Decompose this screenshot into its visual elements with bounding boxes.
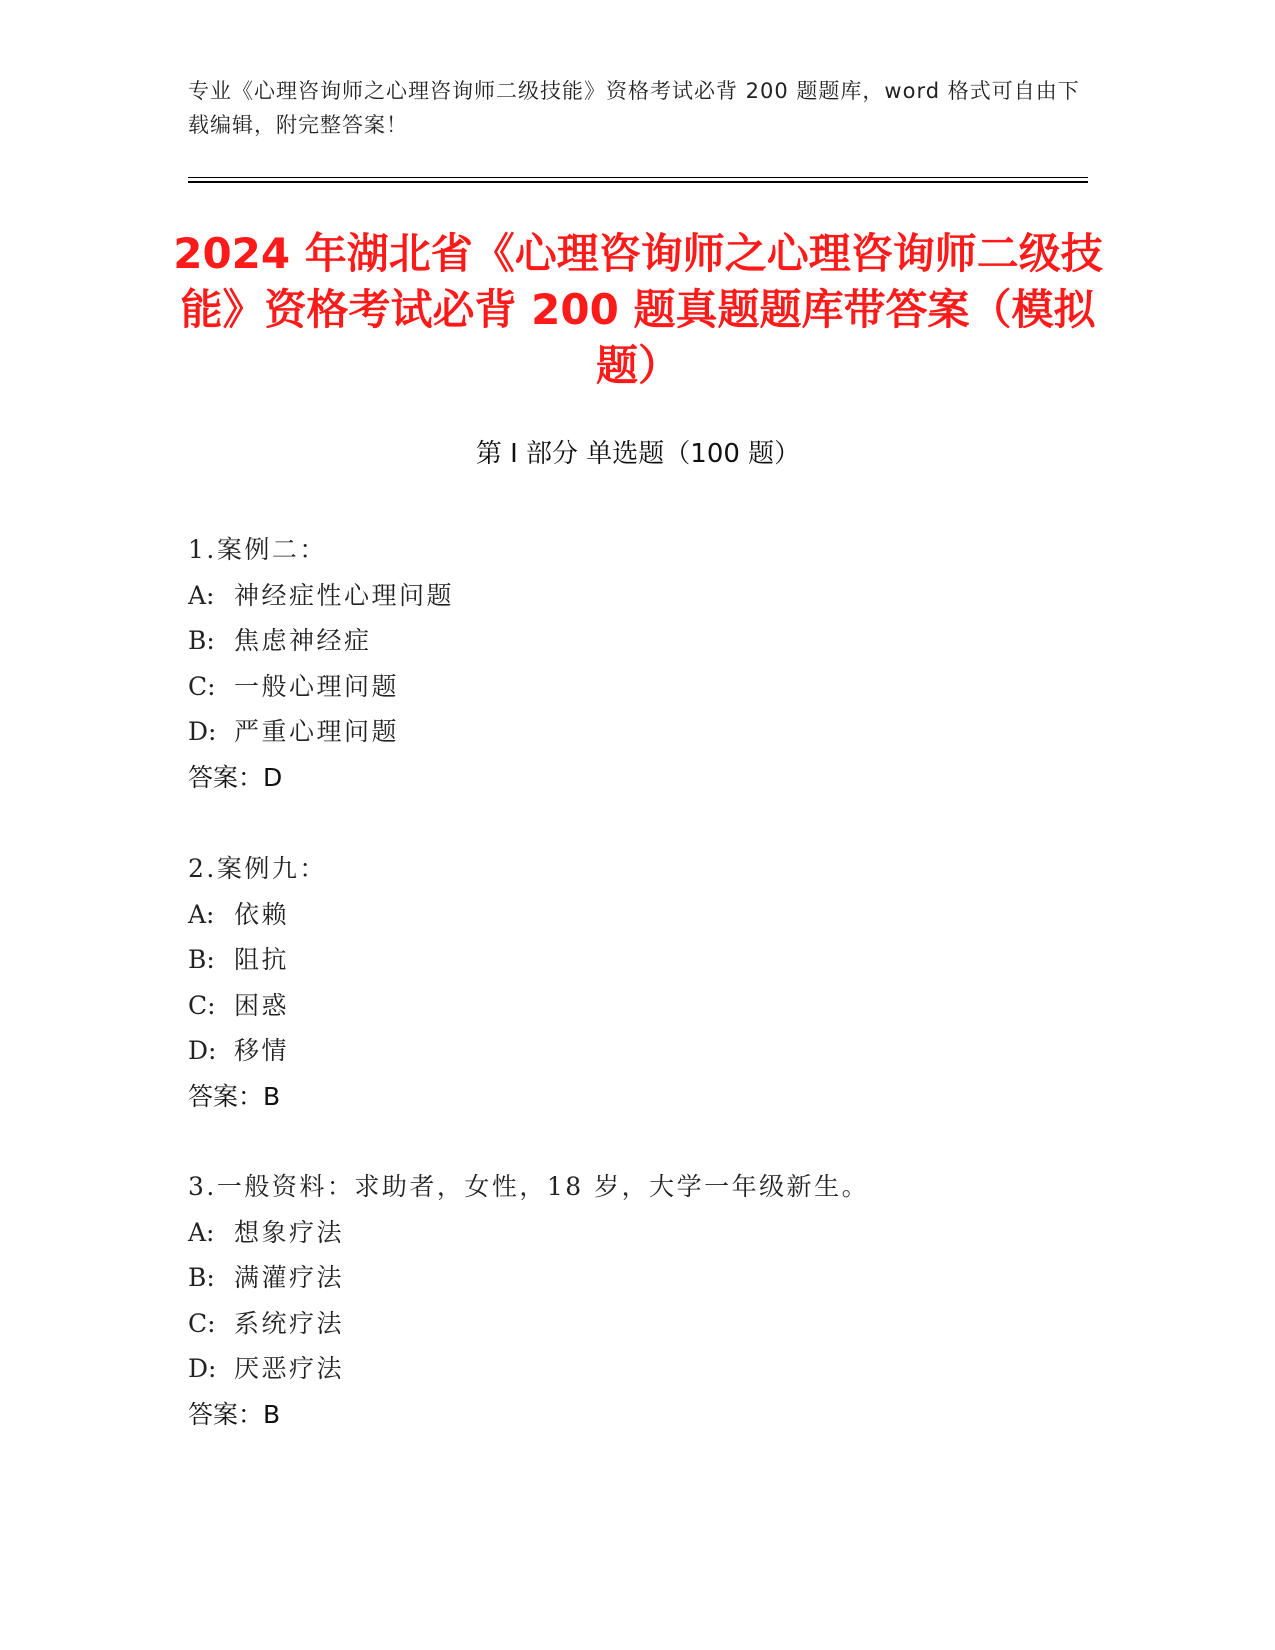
option-d — [188, 709, 1088, 755]
question-stem: 2.案例九： — [188, 854, 327, 883]
option-text: 一般心理问题 — [234, 671, 400, 701]
option-a — [188, 892, 1088, 938]
option-d — [188, 1346, 1088, 1392]
option-text: 满灌疗法 — [234, 1263, 345, 1292]
option-text: 神经症性心理问题 — [234, 580, 455, 610]
header-divider-thin — [188, 177, 1088, 178]
option-text: 困惑 — [234, 990, 290, 1020]
document-title: 2024 年湖北省《心理咨询师之心理咨询师二级技能》资格考试必背 200 题真题题库带答案（模拟题） — [173, 229, 1103, 390]
option-c — [188, 1301, 1088, 1347]
option-letter: A: — [188, 580, 215, 610]
header-note: 专业《心理咨询师之心理咨询师二级技能》资格考试必背 200 题题库，word 格式可自由下载编辑，附完整答案！ — [188, 79, 1080, 137]
question-1 — [188, 527, 1088, 800]
option-text: 移情 — [234, 1036, 290, 1065]
question-3 — [188, 1164, 1088, 1437]
option-text: 想象疗法 — [234, 1217, 345, 1247]
option-letter: A: — [188, 1217, 215, 1247]
option-d — [188, 1028, 1088, 1074]
option-letter: B: — [188, 1263, 215, 1292]
option-letter: D: — [188, 1354, 217, 1383]
option-letter: C: — [188, 671, 216, 701]
question-stem: 3.一般资料：求助者，女性，18 岁，大学一年级新生。 — [188, 1172, 870, 1201]
header-divider-thick — [188, 181, 1088, 183]
option-c — [188, 983, 1088, 1029]
option-letter: C: — [188, 990, 216, 1020]
option-a — [188, 573, 1088, 619]
option-letter: B: — [188, 945, 215, 974]
option-text: 阻抗 — [234, 945, 290, 974]
option-text: 依赖 — [234, 899, 290, 929]
question-2 — [188, 846, 1088, 1119]
section-title: 第 I 部分 单选题（100 题） — [475, 439, 801, 469]
answer: 答案：B — [188, 1399, 281, 1429]
option-c — [188, 664, 1088, 710]
option-letter: C: — [188, 1308, 216, 1338]
option-letter: A: — [188, 899, 215, 929]
option-b — [188, 1255, 1088, 1301]
option-text: 焦虑神经症 — [234, 626, 372, 655]
option-text: 厌恶疗法 — [234, 1354, 345, 1383]
option-text: 系统疗法 — [234, 1308, 345, 1338]
option-b — [188, 618, 1088, 664]
answer: 答案：D — [188, 762, 283, 792]
option-letter: D: — [188, 1036, 217, 1065]
question-stem: 1.案例二： — [188, 535, 327, 564]
option-letter: D: — [188, 717, 217, 746]
option-a — [188, 1210, 1088, 1256]
option-b — [188, 937, 1088, 983]
option-letter: B: — [188, 626, 215, 655]
answer: 答案：B — [188, 1081, 281, 1111]
option-text: 严重心理问题 — [234, 717, 400, 746]
